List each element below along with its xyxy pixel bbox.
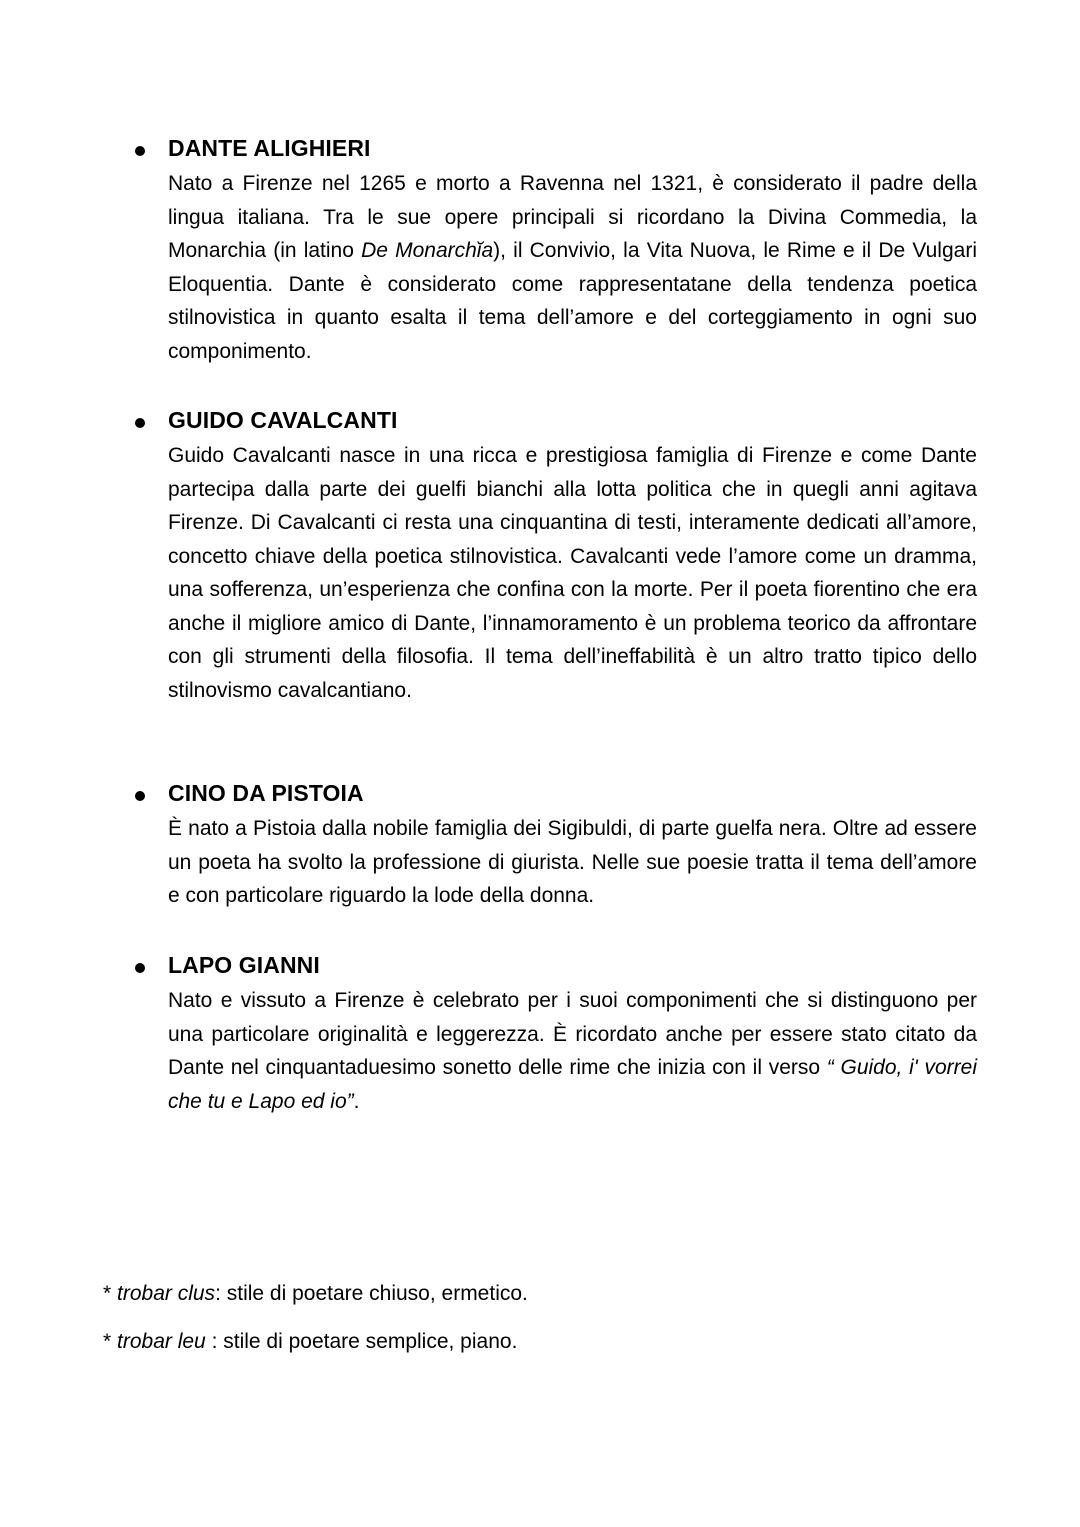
- footnote-marker: *: [103, 1282, 118, 1305]
- paragraph-text: Nato e vissuto a Firenze è celebrato per i suoi componimenti che si distinguono per una particolare originalità e leggerezza. È ricordato anche per essere stato citato da Dante nel cinquantaduesimo sonetto delle rime che inizia con il verso: [168, 989, 977, 1079]
- footnote-definition: : stile di poetare chiuso, ermetico.: [215, 1282, 528, 1305]
- paragraph-text: Nato a Firenze nel 1265 e morto a Ravenna nel 1321, è considerato il padre della lingua italiana. Tra le sue opere principali si ricordano la Divina Commedia, la Monarchia (in latino: [168, 172, 977, 262]
- footnote-trobar-leu: [103, 1327, 517, 1357]
- section-heading: LAPO GIANNI: [168, 952, 320, 978]
- section-paragraph: [168, 167, 977, 368]
- section-heading: DANTE ALIGHIERI: [168, 135, 371, 161]
- paragraph-text: .: [353, 1089, 360, 1113]
- bullet-point: [135, 146, 145, 156]
- italic-verse-quote: “ Guido, i' vorrei che tu e Lapo ed io”: [168, 1056, 977, 1113]
- footnote-marker: *: [103, 1330, 118, 1353]
- section-paragraph: È nato a Pistoia dalla nobile famiglia dei Sigibuldi, di parte guelfa nera. Oltre ad essere un poeta ha svolto la professione di giurista. Nelle sue poesie tratta il tema dell’amore e con particolare riguardo la lode della donna.: [168, 817, 977, 907]
- footnote-term: trobar leu: [117, 1330, 206, 1353]
- bullet-point: [135, 791, 145, 801]
- section-heading: GUIDO CAVALCANTI: [168, 407, 398, 433]
- footnote-term: trobar clus: [117, 1282, 216, 1305]
- bullet-point: [135, 963, 145, 973]
- section-paragraph: [168, 984, 977, 1118]
- footnote-trobar-clus: [103, 1279, 528, 1309]
- footnote-definition: : stile di poetare semplice, piano.: [205, 1330, 518, 1353]
- bullet-point: [135, 418, 145, 428]
- section-heading: CINO DA PISTOIA: [168, 780, 364, 806]
- italic-latin-title: De Monarchĭa: [361, 239, 494, 262]
- paragraph-text: ), il Convivio, la Vita Nuova, le Rime e il De Vulgari Eloquentia. Dante è considerato come rappresentatane della tendenza poetica stilnovistica in quanto esalta il tema dell’amore e del corteggiamento in ogni suo componimento.: [168, 239, 977, 363]
- section-paragraph: Guido Cavalcanti nasce in una ricca e prestigiosa famiglia di Firenze e come Dante partecipa dalla parte dei guelfi bianchi alla lotta politica che in quegli anni agitava Firenze. Di Cavalcanti ci resta una cinquantina di testi, interamente dedicati all’amore, concetto chiave della poetica stilnovistica. Cavalcanti vede l’amore come un dramma, una sofferenza, un’esperienza che confina con la morte. Per il poeta fiorentino che era anche il migliore amico di Dante, l’innamoramento è un problema teorico da affrontare con gli strumenti della filosofia. Il tema dell’ineffabilità è un altro tratto tipico dello stilnovismo cavalcantiano.: [168, 444, 977, 702]
